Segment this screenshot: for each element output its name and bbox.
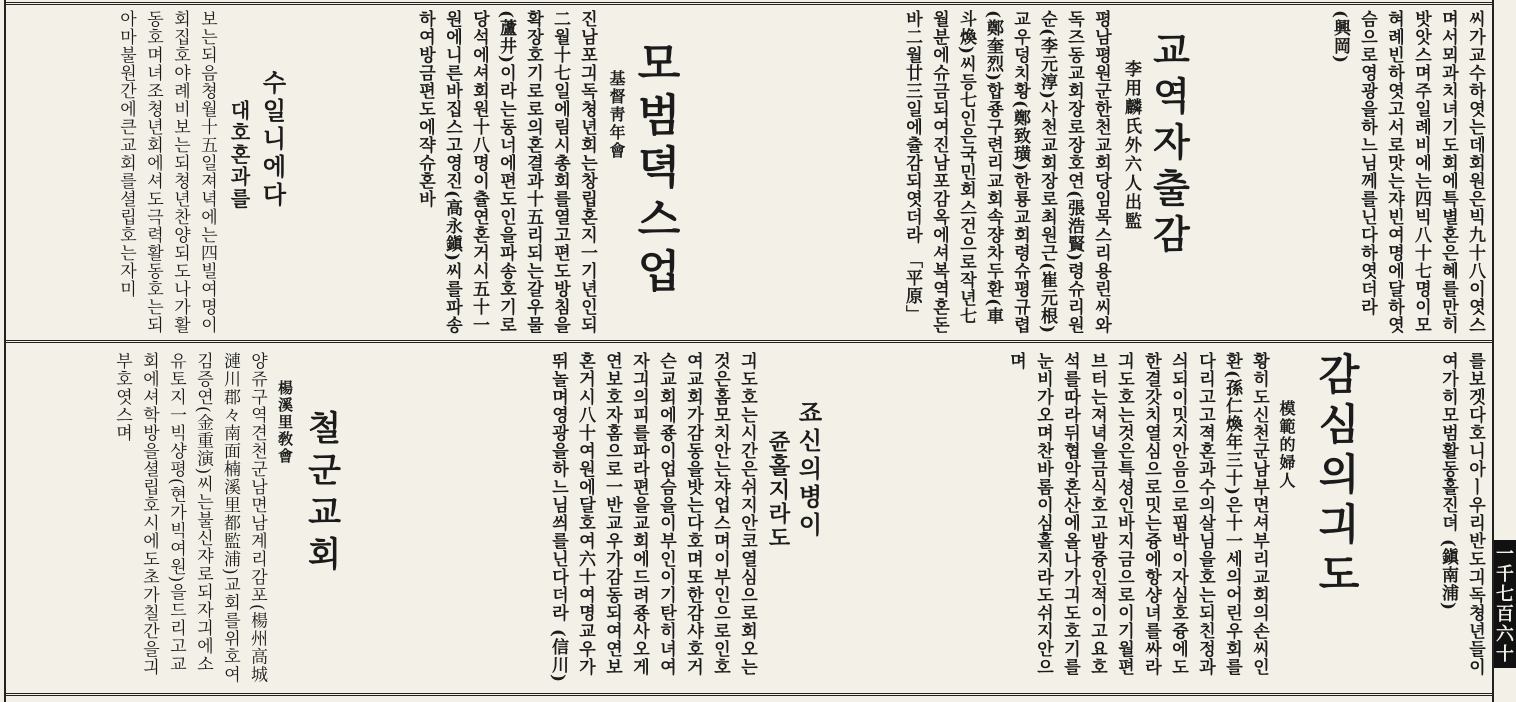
article-subtitle-evening: 대호혼과를	[227, 100, 251, 210]
article-subtitle-cheolgun-church: 楊溪里敎會	[276, 380, 294, 465]
page-number: 一千七百六十	[1494, 540, 1516, 668]
article-title-model-work: 모범뎍스업	[629, 40, 680, 300]
article-body-prayer: 황히도신천군남부면셔부리교회의손씨인환(孫仁煥年三十)은十一세의어린우회를다리고고젹혼과수의살님을호는되친정과싀되이밋지안음으로핍박이자심호즁에도한결갓치열심으로밋는즁에항샹녀를싸라긔도호는것은특셩인바지금으로이기월편브터는져녁을금식호고밤즁인적이고요호석를따라뒤협악혼산에올나가긔도호기를눈비가오며찬바롬이심홀지라도쉬지안으며	[1006, 352, 1269, 677]
article-body-evening: 보는되음쳥월十五일져녁에는四빌여명이회집호야례비보는되쳥년찬양되도나가활동호며녀조쳥년회에셔도극력활동호는되아마불원간에큰교회를셜립호는자미	[116, 10, 217, 334]
article-continuation-top: 씨가교수하엿는데회원은빅九十八이엿스며서뫼과치녀기도회에특별혼은혜를만히밧앗스며주일례비에는四빅八十七명이모혀례빈하엿고서로맛는쟈빈여명에달하엿슴으로영광을하느님께를닌다하엿더라 (興岡)	[1330, 10, 1485, 334]
article-subtitle-model-work: 基督靑年會	[607, 70, 626, 160]
top-border-rule	[6, 2, 1494, 5]
article-body-cheolgun-church: 양쥬구역견천군남면남계리감포(楊州高城漣川郡々南面楠溪里都監浦)교회를위호여김증연(金重演)씨는불신쟈로되자긔에소유토지一빅샹평(현가빅여원)을드리고교회에셔학방을셜립호시에도초가칠간을긔부호엿스며	[112, 352, 267, 684]
article-body-missionary-release: 평남평원군한천교회당임목스리용린씨와독즈동교회장로장호연(張浩賢)령슈리원순(李元淳)사천교회장로최원근(崔元根)교우덩치황(鄭致璜)한룡교회령슈평규렵(鄭奎烈)합죵구련리교회속쟝차두환(車斗煥)씨등七인은국민회스건으로작년七월분에슈금되여진남포감옥에셔복역혼돈바二월廿三일에츌감되엿더라 「平原」	[902, 10, 1111, 335]
article-title-prayer: 감심의긔도	[1312, 352, 1361, 602]
article-title-cheolgun-church: 철군교회	[301, 410, 341, 578]
article-title-illness: 죠신의병이	[794, 400, 822, 540]
article-body-model-work: 진남포긔독쳥년회는창립혼지一기년인되二월十七일에림시총회를열고편도방침을확장호기로로의혼결과十五리되는갈우물(蘆井)이라는동너에편도인을파송호기로당석에셔회원十八명이츌연혼거시五十一원에니른바집스고영진(高永鎭)씨를파송하여방금편도에쟉슈혼바	[415, 10, 597, 335]
section-divider-rule	[6, 340, 1494, 343]
article-title-missionary-release: 교역자출감	[1146, 30, 1190, 260]
article-subtitle-prayer: 模範的婦人	[1277, 400, 1296, 490]
left-border-rule	[4, 0, 6, 702]
article-title-evening: 수일니에다	[258, 70, 286, 210]
article-body-illness: 긔도호는시간은쉬지안코열심으로회오는것은홈모치안는쟈업스며이부인으로인호여교회가감동을밧는다호며또한감샤호거슨교회에죵이업슴을이부인이기탄히녀여자긔의피를파라편을교회에드려죵사오게연보호자홈으로一반교우가감동되여연보혼거시八十여원에달호여六十여명교우가뛰놀며영광을하느님씌를닌다더라 (信川)	[548, 352, 757, 684]
article-subtitle-illness: 쥰홀지라도	[765, 430, 791, 550]
bottom-border-rule	[6, 693, 1494, 696]
article-continuation-bottom: 를보겟다호니아ㅣ우리반도긔독쳥년들이여가히모범활동홀진뎌 (鎭南浦)	[1438, 352, 1485, 676]
article-subtitle-missionary-release: 李用麟氏外六人出監	[1121, 60, 1141, 231]
